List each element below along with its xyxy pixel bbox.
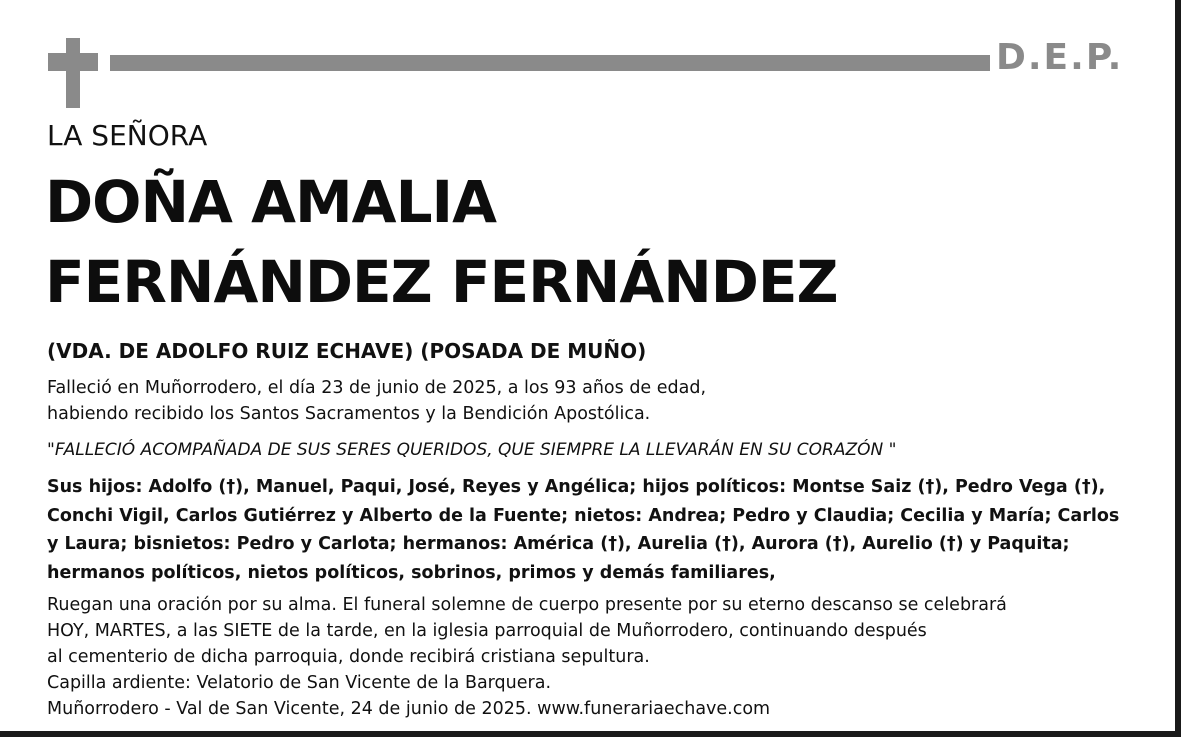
deceased-name-line-1: DOÑA AMALIA — [45, 168, 496, 236]
funeral-details — [47, 592, 1147, 722]
funeral-line: al cementerio de dicha parroquia, donde recibirá cristiana sepultura. — [47, 647, 650, 667]
dep-label: D.E.P. — [996, 37, 1124, 78]
funeral-line: Ruegan una oración por su alma. El funeral solemne de cuerpo presente por su eterno descanso se celebrará — [47, 595, 1007, 615]
cross-vertical-bar — [66, 38, 80, 108]
funeral-line: HOY, MARTES, a las SIETE de la tarde, en la iglesia parroquial de Muñorrodero, continuando después — [47, 621, 927, 641]
family-list — [47, 473, 1127, 587]
frame-border-bottom — [0, 731, 1181, 737]
place-date-line: Muñorrodero - Val de San Vicente, 24 de junio de 2025. www.funerariaechave.com — [47, 699, 771, 719]
family-line: y Laura; bisnietos: Pedro y Carlota; hermanos: América (†), Aurelia (†), Aurora (†), Aurelio (†) y Paquita; — [47, 534, 1070, 554]
header-rule — [110, 55, 990, 71]
family-line: hermanos políticos, nietos políticos, sobrinos, primos y demás familiares, — [47, 562, 776, 583]
family-line: Sus hijos: Adolfo (†), Manuel, Paqui, José, Reyes y Angélica; hijos políticos: Montse Saiz (†), Pedro Vega (†), — [47, 477, 1106, 497]
death-notice-line: habiendo recibido los Santos Sacramentos y la Bendición Apostólica. — [47, 404, 651, 424]
family-line: Conchi Vigil, Carlos Gutiérrez y Alberto de la Fuente; nietos: Andrea; Pedro y Claudia; Cecilia y María; Carlos — [47, 505, 1120, 526]
widow-subtitle: (VDA. DE ADOLFO RUIZ ECHAVE) (POSADA DE MUÑO) — [47, 339, 647, 363]
family-quote: "FALLECIÓ ACOMPAÑADA DE SUS SERES QUERIDOS, QUE SIEMPRE LA LLEVARÁN EN SU CORAZÓN " — [47, 440, 897, 460]
death-notice-line: Falleció en Muñorrodero, el día 23 de junio de 2025, a los 93 años de edad, — [47, 378, 707, 398]
frame-border-right — [1175, 0, 1181, 737]
honorific: LA SEÑORA — [47, 119, 208, 152]
deceased-name-line-2: FERNÁNDEZ FERNÁNDEZ — [45, 248, 838, 316]
cross-horizontal-bar — [48, 53, 98, 71]
death-notice — [47, 375, 1147, 427]
chapel-line: Capilla ardiente: Velatorio de San Vicente de la Barquera. — [47, 673, 552, 693]
